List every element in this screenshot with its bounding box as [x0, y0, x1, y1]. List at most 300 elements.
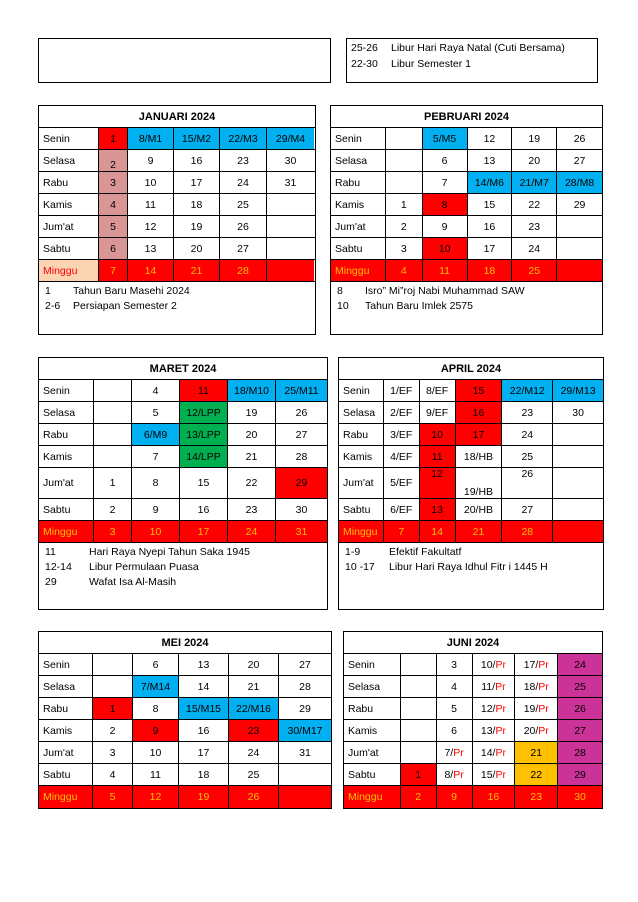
- day-name: Rabu: [344, 698, 401, 719]
- date-text: 21: [245, 450, 258, 463]
- date-cell: [93, 720, 133, 741]
- date-text: 18/HB: [463, 450, 494, 463]
- month-title: MARET 2024: [39, 358, 327, 380]
- day-name: Sabtu: [344, 764, 401, 785]
- date-text: 3/EF: [390, 428, 413, 441]
- date-text: 17: [197, 746, 210, 759]
- week-row: [39, 742, 331, 764]
- date-text: 3: [109, 525, 116, 538]
- date-text: 28: [299, 680, 311, 693]
- week-row: [331, 260, 602, 282]
- date-cell: [99, 194, 128, 215]
- date-cell: [468, 238, 513, 259]
- date-text: 2: [415, 791, 422, 803]
- date-text: 10: [149, 746, 162, 759]
- day-name: Selasa: [344, 676, 401, 697]
- date-text: 4/EF: [390, 450, 413, 463]
- date-text: 5: [451, 702, 457, 715]
- week-row: [339, 468, 603, 499]
- note-line: [45, 299, 309, 314]
- note-date: 10: [337, 300, 349, 312]
- date-cell: [276, 424, 327, 445]
- note-line: [351, 56, 593, 72]
- date-cell: [423, 194, 468, 215]
- week-row: [39, 402, 327, 424]
- date-text: 1: [109, 702, 116, 715]
- date-text: 30: [295, 503, 308, 516]
- week-row: [39, 698, 331, 720]
- date-text: 6/M9: [143, 428, 168, 441]
- note-date: 1: [45, 285, 51, 297]
- date-text: 6: [110, 242, 116, 255]
- date-cell: [93, 698, 133, 719]
- date-cell: [456, 499, 503, 520]
- date-cell: [267, 172, 314, 193]
- note-line: [337, 299, 596, 314]
- date-text: 5: [152, 406, 159, 419]
- date-text: 27: [573, 154, 586, 167]
- date-text: 14/: [480, 746, 496, 759]
- date-text: 19: [190, 220, 203, 233]
- date-text: 13: [483, 154, 496, 167]
- date-cell: [279, 786, 331, 808]
- date-cell: [279, 720, 331, 741]
- date-cell: [128, 238, 174, 259]
- date-text: 10: [431, 428, 443, 441]
- date-text: 11/: [481, 680, 496, 693]
- date-cell: [401, 676, 437, 697]
- date-cell: [553, 446, 603, 467]
- date-text: 13: [144, 242, 157, 255]
- date-text: 14: [144, 264, 157, 277]
- week-row: [344, 676, 602, 698]
- date-cell: [99, 172, 128, 193]
- date-text: 23: [528, 220, 541, 233]
- date-text: 21: [190, 264, 203, 277]
- date-text: 24: [574, 658, 586, 671]
- date-text: 23: [247, 724, 260, 737]
- note-line: [45, 545, 321, 560]
- note-text: Hari Raya Nyepi Tahun Saka 1945: [89, 546, 250, 558]
- date-text: 18: [190, 198, 203, 211]
- practicum-tag: Pr: [495, 724, 506, 737]
- date-cell: [220, 128, 267, 149]
- note-date: 22-30: [351, 58, 378, 70]
- date-text: 8: [441, 198, 448, 211]
- week-row: [344, 720, 602, 742]
- date-cell: [456, 402, 503, 423]
- date-cell: [502, 521, 553, 542]
- week-row: [344, 698, 602, 720]
- day-name: Sabtu: [39, 238, 99, 259]
- note-line: [345, 545, 597, 560]
- date-text: 25: [574, 680, 586, 693]
- date-cell: [279, 676, 331, 697]
- date-text: 28: [295, 450, 308, 463]
- day-name: Selasa: [331, 150, 386, 171]
- date-cell: [220, 172, 267, 193]
- date-cell: [512, 150, 557, 171]
- date-cell: [558, 720, 602, 741]
- date-cell: [515, 786, 558, 808]
- note-text: Tahun Baru Masehi 2024: [73, 285, 190, 297]
- day-name: Senin: [331, 128, 386, 149]
- date-cell: [174, 260, 220, 281]
- day-name: Jum'at: [344, 742, 401, 763]
- date-cell: [132, 380, 180, 401]
- date-cell: [228, 380, 276, 401]
- month-title: JANUARI 2024: [39, 106, 315, 128]
- date-cell: [133, 654, 179, 675]
- date-cell: [384, 380, 420, 401]
- month-title: JUNI 2024: [344, 632, 602, 654]
- date-text: 6: [152, 658, 159, 671]
- note-text: Wafat Isa Al-Masih: [89, 576, 177, 588]
- week-row: [39, 216, 315, 238]
- week-row: [331, 128, 602, 150]
- date-text: 13: [197, 658, 210, 671]
- week-row: [39, 128, 315, 150]
- practicum-tag: Pr: [495, 768, 506, 781]
- date-text: 22: [530, 768, 543, 781]
- date-cell: [437, 764, 473, 785]
- date-cell: [228, 402, 276, 423]
- date-cell: [132, 468, 180, 498]
- date-cell: [229, 786, 279, 808]
- date-text: 4: [152, 384, 159, 397]
- date-text: 7: [110, 264, 116, 277]
- date-cell: [174, 238, 220, 259]
- note-date: 2-6: [45, 300, 61, 312]
- date-cell: [220, 194, 267, 215]
- note-line: [45, 560, 321, 575]
- date-cell: [401, 764, 437, 785]
- date-cell: [386, 216, 423, 237]
- date-text: 17/: [523, 658, 539, 671]
- date-cell: [512, 194, 557, 215]
- month-title: MEI 2024: [39, 632, 331, 654]
- date-cell: [557, 194, 602, 215]
- date-text: 14: [431, 525, 443, 538]
- day-name: Jum'at: [39, 742, 93, 763]
- date-cell: [420, 402, 456, 423]
- date-text: 10: [144, 176, 157, 189]
- day-name: Minggu: [339, 521, 384, 542]
- month-notes: [39, 543, 327, 592]
- date-text: 8/M1: [138, 132, 163, 145]
- date-cell: [276, 468, 327, 498]
- date-text: 15: [197, 477, 210, 489]
- date-cell: [423, 150, 468, 171]
- date-cell: [515, 764, 558, 785]
- day-name: Kamis: [39, 720, 93, 741]
- date-cell: [512, 260, 557, 281]
- date-text: 20: [247, 658, 260, 671]
- date-text: 19: [245, 406, 258, 419]
- week-row: [331, 216, 602, 238]
- practicum-tag: Pr: [495, 746, 506, 759]
- date-cell: [423, 216, 468, 237]
- date-cell: [456, 521, 503, 542]
- date-text: 29/M4: [275, 132, 306, 145]
- date-text: 14/M6: [474, 176, 504, 189]
- note-date: 11: [45, 546, 56, 558]
- date-text: 4: [110, 198, 116, 211]
- date-text: 13: [431, 503, 443, 516]
- date-cell: [386, 150, 423, 171]
- date-text: 29/M13: [560, 384, 596, 397]
- date-cell: [94, 380, 132, 401]
- day-name: Rabu: [39, 172, 99, 193]
- date-cell: [437, 698, 473, 719]
- date-text: 22/M16: [235, 702, 272, 715]
- date-text: 25/M11: [284, 384, 319, 397]
- date-text: 29: [574, 768, 586, 781]
- date-text: 22: [528, 198, 541, 211]
- day-name: Sabtu: [39, 499, 94, 520]
- week-row: [344, 654, 602, 676]
- date-cell: [502, 499, 553, 520]
- date-text: 5: [109, 791, 116, 803]
- month-title: PEBRUARI 2024: [331, 106, 602, 128]
- date-text: 7: [152, 450, 159, 463]
- date-text: 12: [149, 791, 162, 803]
- date-text: 8/: [444, 768, 454, 781]
- date-text: 2: [109, 503, 116, 516]
- date-text: 6/EF: [390, 503, 413, 516]
- date-cell: [228, 424, 276, 445]
- date-cell: [557, 260, 602, 281]
- week-row: [331, 150, 602, 172]
- month-notes: [331, 282, 602, 316]
- week-row: [339, 521, 603, 543]
- date-cell: [267, 260, 314, 281]
- date-text: 26: [237, 220, 249, 233]
- week-row: [339, 499, 603, 521]
- date-text: 26: [574, 702, 586, 715]
- date-text: 24: [528, 242, 541, 255]
- date-text: 23: [237, 154, 249, 167]
- note-text: Persiapan Semester 2: [73, 300, 177, 312]
- day-name: Kamis: [39, 194, 99, 215]
- note-line: [337, 284, 596, 299]
- date-text: 2: [110, 159, 116, 171]
- note-line: [45, 575, 321, 590]
- date-cell: [557, 238, 602, 259]
- date-cell: [558, 764, 602, 785]
- date-cell: [423, 128, 468, 149]
- date-text: 24: [245, 525, 258, 538]
- date-text: 12: [144, 220, 157, 233]
- date-text: 30: [574, 791, 586, 803]
- date-cell: [473, 742, 516, 763]
- date-cell: [99, 216, 128, 237]
- month-notes: [39, 808, 331, 812]
- date-cell: [133, 786, 179, 808]
- date-text: 5/M5: [432, 132, 457, 145]
- week-row: [39, 446, 327, 468]
- date-text: 6: [441, 154, 448, 167]
- day-name: Jum'at: [39, 468, 94, 498]
- date-text: 31: [284, 176, 297, 189]
- date-cell: [515, 654, 558, 675]
- note-date: 29: [45, 576, 57, 588]
- date-text: 26: [521, 468, 534, 480]
- date-cell: [94, 424, 132, 445]
- week-row: [39, 172, 315, 194]
- date-text: 27: [299, 658, 311, 671]
- date-text: 19: [197, 791, 210, 803]
- date-cell: [99, 260, 128, 281]
- day-name: Rabu: [39, 424, 94, 445]
- date-text: 3: [400, 242, 407, 255]
- date-text: 8: [152, 477, 159, 489]
- date-cell: [229, 676, 279, 697]
- calendar-may: [38, 631, 332, 809]
- date-cell: [228, 468, 276, 498]
- date-cell: [502, 380, 553, 401]
- date-text: 16: [487, 791, 500, 803]
- date-cell: [386, 238, 423, 259]
- date-cell: [93, 676, 133, 697]
- december-notes: [346, 38, 598, 83]
- date-text: 1: [400, 198, 407, 211]
- date-cell: [553, 402, 603, 423]
- date-text: 6: [451, 724, 457, 737]
- practicum-tag: Pr: [453, 768, 464, 781]
- date-text: 3: [109, 746, 116, 759]
- date-cell: [473, 786, 516, 808]
- date-cell: [384, 499, 420, 520]
- date-cell: [557, 172, 602, 193]
- date-cell: [229, 742, 279, 763]
- date-cell: [174, 150, 220, 171]
- date-cell: [386, 260, 423, 281]
- date-text: 9: [441, 220, 448, 233]
- day-name: Kamis: [339, 446, 384, 467]
- date-cell: [267, 216, 314, 237]
- date-text: 12: [483, 132, 496, 145]
- day-name: Jum'at: [39, 216, 99, 237]
- date-cell: [553, 380, 603, 401]
- date-cell: [502, 446, 553, 467]
- date-cell: [229, 764, 279, 785]
- day-name: Jum'at: [339, 468, 384, 498]
- day-name: Selasa: [339, 402, 384, 423]
- date-cell: [401, 786, 437, 808]
- date-text: 2: [109, 724, 116, 737]
- note-text: Libur Hari Raya Natal (Cuti Bersama): [391, 42, 565, 54]
- date-cell: [437, 720, 473, 741]
- date-cell: [515, 676, 558, 697]
- date-cell: [94, 446, 132, 467]
- day-name: Selasa: [39, 150, 99, 171]
- week-row: [331, 172, 602, 194]
- date-text: 20: [190, 242, 203, 255]
- date-text: 19/HB: [463, 486, 494, 498]
- date-text: 24: [237, 176, 249, 189]
- date-text: 14: [197, 680, 210, 693]
- date-cell: [94, 499, 132, 520]
- date-text: 3: [110, 176, 116, 189]
- date-cell: [128, 194, 174, 215]
- date-text: 20: [245, 428, 258, 441]
- date-cell: [420, 468, 456, 498]
- note-text: Efektif Fakultatf: [389, 546, 462, 558]
- date-cell: [384, 521, 420, 542]
- date-text: 21: [472, 525, 485, 538]
- month-notes: [39, 282, 315, 316]
- date-cell: [515, 720, 558, 741]
- date-cell: [558, 676, 602, 697]
- date-cell: [420, 446, 456, 467]
- date-cell: [558, 786, 602, 808]
- date-cell: [558, 742, 602, 763]
- date-text: 22/M3: [228, 132, 258, 145]
- date-text: 27: [295, 428, 308, 441]
- date-text: 1: [109, 477, 116, 489]
- date-cell: [386, 128, 423, 149]
- date-cell: [437, 786, 473, 808]
- day-name: Minggu: [331, 260, 386, 281]
- date-text: 20/HB: [463, 503, 494, 516]
- date-cell: [512, 238, 557, 259]
- date-cell: [180, 424, 228, 445]
- date-text: 4: [451, 680, 457, 693]
- date-text: 25: [247, 768, 260, 781]
- date-text: 11: [431, 450, 443, 463]
- calendar-april: [338, 357, 604, 610]
- practicum-tag: Pr: [495, 658, 506, 671]
- date-text: 9/EF: [426, 406, 449, 419]
- date-cell: [384, 424, 420, 445]
- date-cell: [279, 698, 331, 719]
- date-text: 7: [398, 525, 405, 538]
- date-cell: [180, 402, 228, 423]
- note-line: [345, 560, 597, 575]
- day-name: Rabu: [331, 172, 386, 193]
- date-cell: [132, 499, 180, 520]
- date-text: 2: [400, 220, 407, 233]
- date-cell: [180, 468, 228, 498]
- date-text: 11: [198, 384, 209, 397]
- date-text: 5: [110, 220, 116, 233]
- date-cell: [228, 521, 276, 542]
- date-cell: [557, 150, 602, 171]
- date-text: 15/: [480, 768, 496, 781]
- date-cell: [128, 216, 174, 237]
- note-text: Isro” Mi”roj Nabi Muhammad SAW: [365, 285, 525, 297]
- date-cell: [128, 260, 174, 281]
- date-text: 18: [483, 264, 496, 277]
- date-text: 15/M15: [185, 702, 222, 715]
- date-cell: [99, 150, 128, 171]
- date-cell: [276, 521, 327, 542]
- date-cell: [220, 150, 267, 171]
- date-cell: [229, 720, 279, 741]
- date-text: 19: [528, 132, 541, 145]
- date-cell: [512, 216, 557, 237]
- date-text: 7/M14: [140, 680, 171, 693]
- date-text: 16: [472, 406, 485, 419]
- date-cell: [228, 499, 276, 520]
- date-cell: [133, 764, 179, 785]
- date-cell: [420, 521, 456, 542]
- week-row: [344, 742, 602, 764]
- date-cell: [179, 676, 229, 697]
- day-name: Senin: [39, 380, 94, 401]
- date-cell: [228, 446, 276, 467]
